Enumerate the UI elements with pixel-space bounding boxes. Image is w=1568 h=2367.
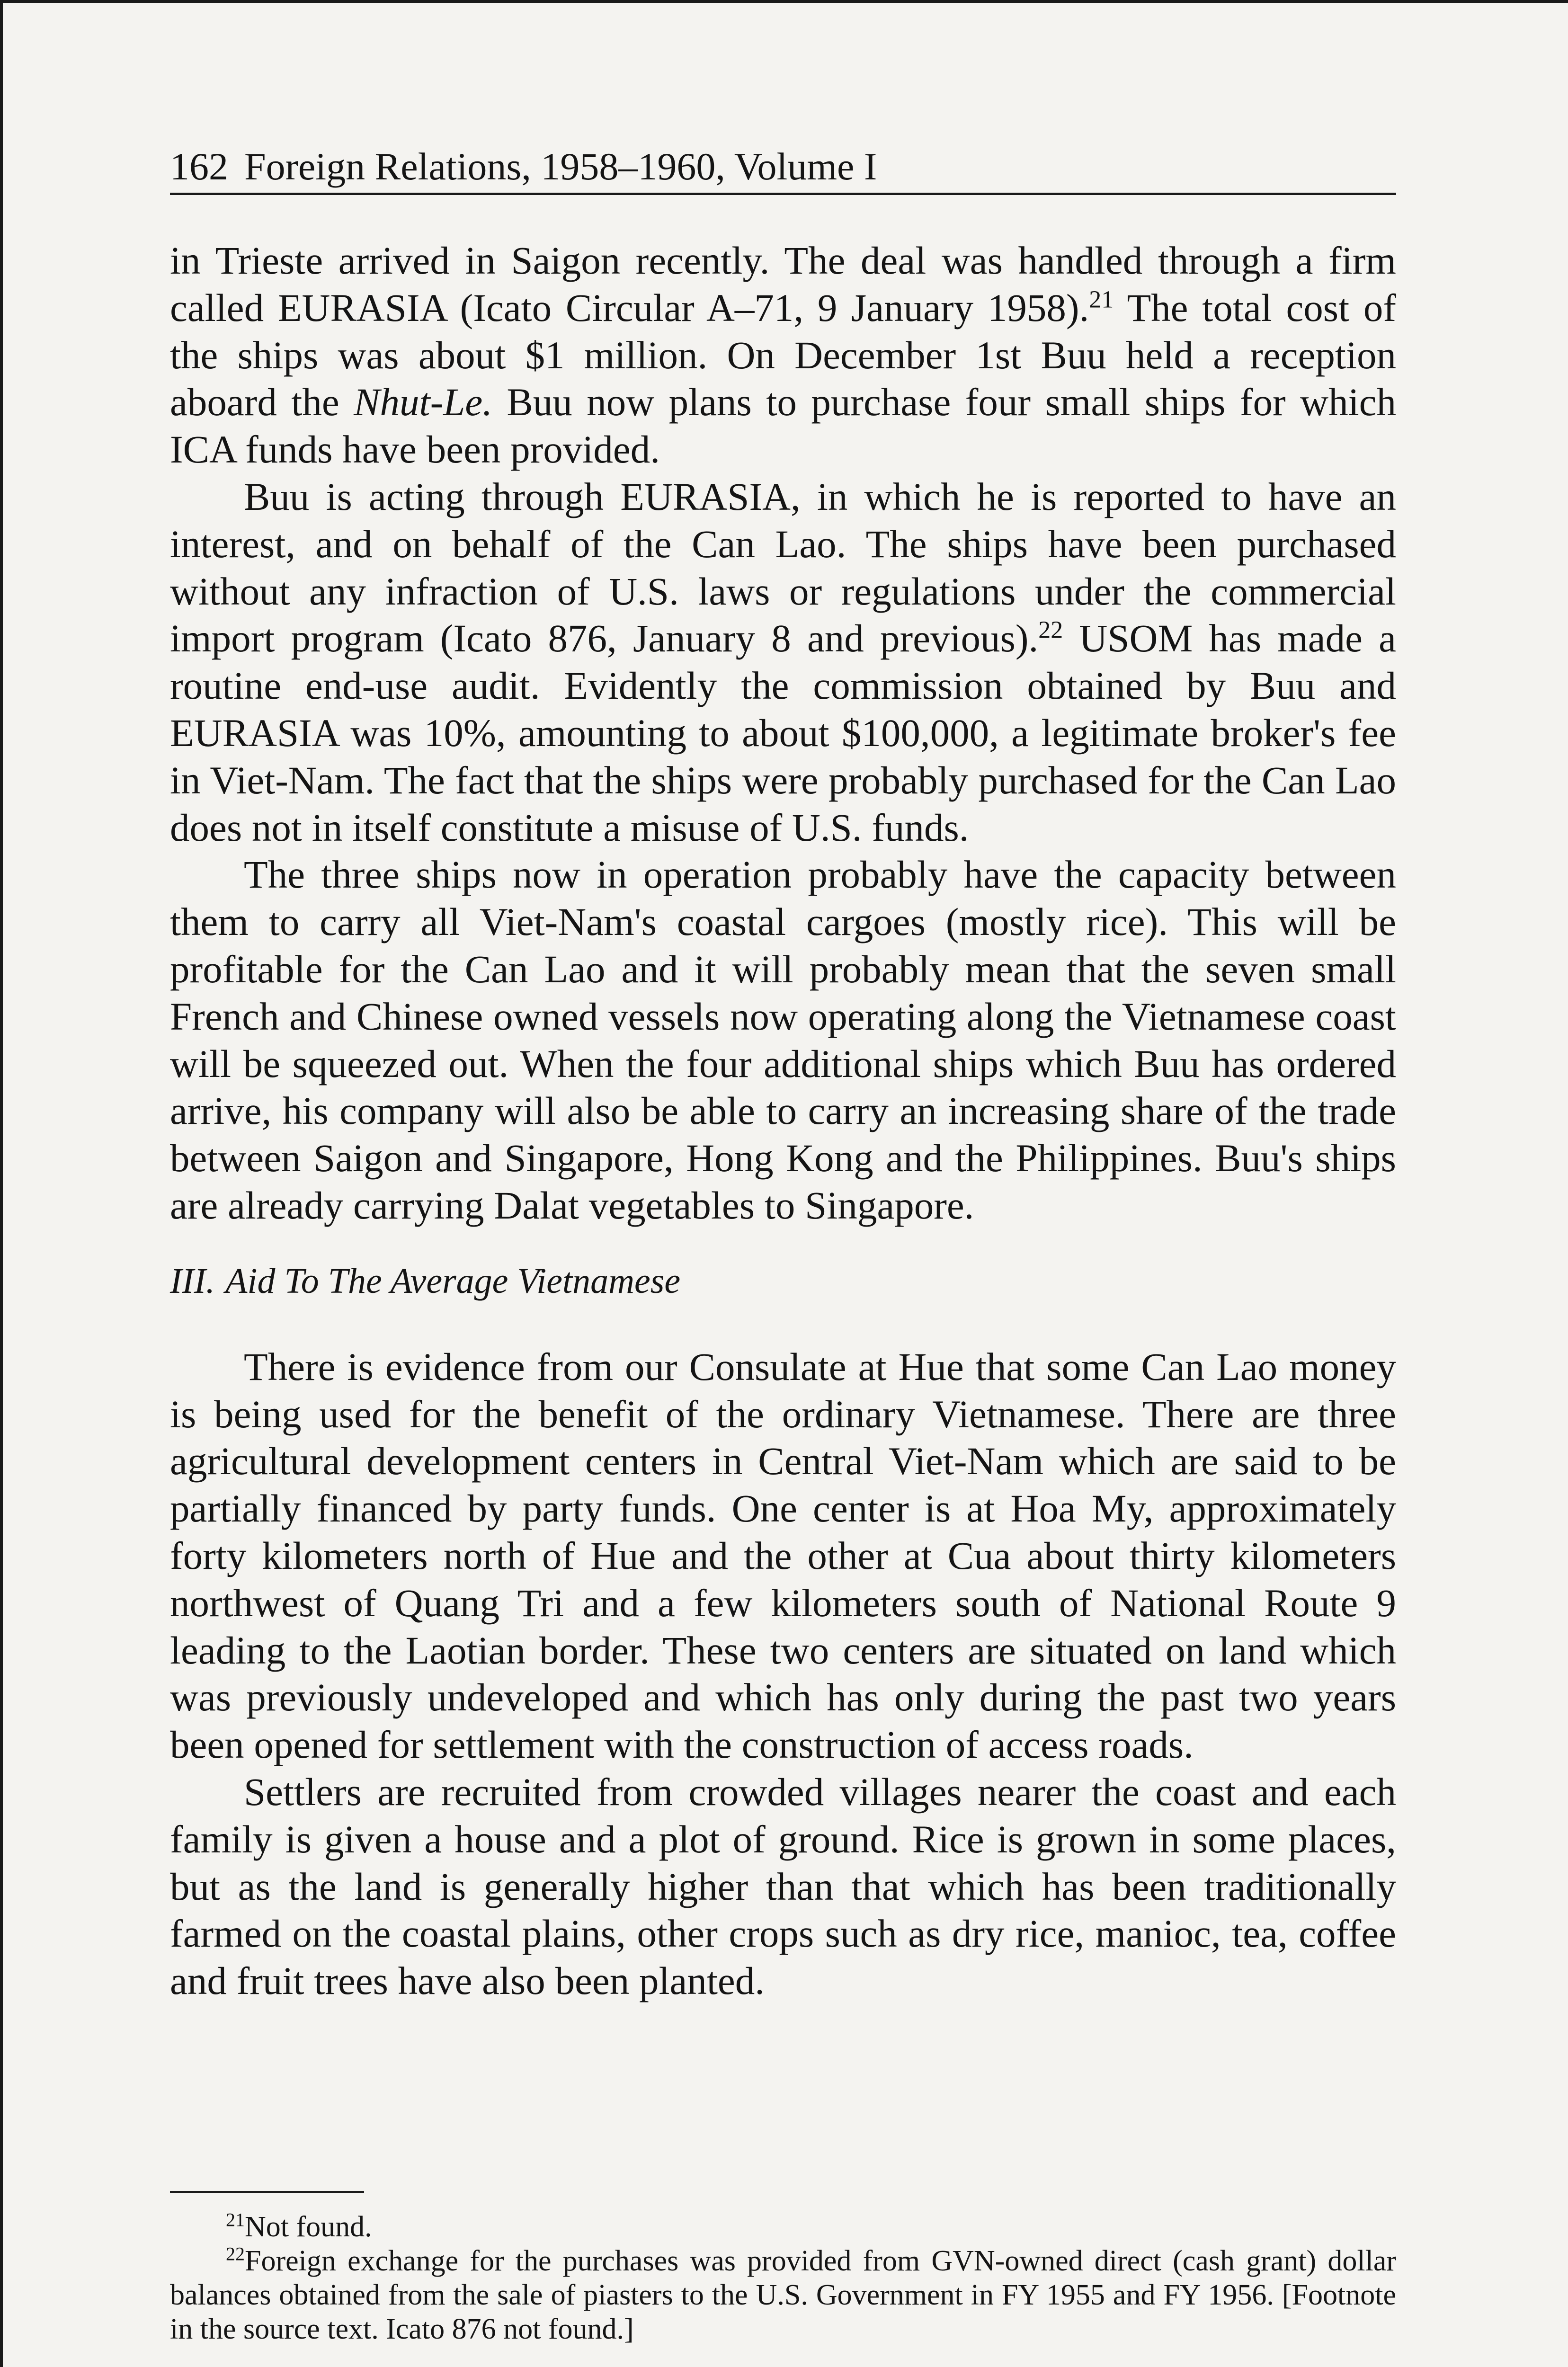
paragraph-ships-deal: in Trieste arrived in Saigon recently. The deal was handled through a firm called EURASIA (Icato Circular A–71, 9 January 1958).$^{21}$ The total cost of the ships was about $1 million. On December 1st Buu held a reception aboard the Nhut-Le. Buu now plans to purchase four small ships for which ICA funds have been provided.: [170, 239, 1397, 472]
paragraph-coastal-cargo: The three ships now in operation probably have the capacity between them to carry all Viet-Nam's coastal cargoes (mostly rice). This will be profitable for the Can Lao and it will probably mean that the seven small French and Chinese owned vessels now operating along the Vietnamese coast will be squeezed out. When the four additional ships which Buu has ordered arrive, his company will also be able to carry an increasing share of the trade between Saigon and Singapore, Hong Kong and the Philippines. Buu's ships are already carrying Dalat vegetables to Singapore.: [170, 853, 1396, 1227]
footnote-21: $^{21}$Not found.: [226, 2209, 372, 2243]
section-title: Aid To The Average Vietnamese: [225, 1261, 681, 1301]
paragraph-settlers: Settlers are recruited from crowded villages nearer the coast and each family is given a house and a plot of ground. Rice is grown in some places, but as the land is generally higher than that which has been traditionally farmed on the coastal plains, other crops such as dry rice, manioc, tea, coffee and fruit trees have also been planted.: [170, 1770, 1396, 2003]
footnote-ref-22: 22: [1038, 616, 1063, 644]
volume-title: Foreign Relations, 1958–1960, Volume I: [244, 145, 877, 188]
footnotes: [170, 2210, 1396, 2346]
running-header: [170, 138, 1396, 195]
section-number: III.: [170, 1261, 215, 1301]
paragraph-eurasia: Buu is acting through EURASIA, in which he is reported to have an interest, and on behalf of the Can Lao. The ships have been purchased without any infraction of U.S. laws or regulations under the commercial import program (Icato 876, January 8 and previous).$^{22}$ USOM has made a routine end-use audit. Evidently the commission obtained by Buu and EURASIA was 10%, amounting to about $100,000, a legitimate broker's fee in Viet-Nam. The fact that the ships were probably purchased for the Can Lao does not in itself constitute a misuse of U.S. funds.: [170, 474, 1396, 849]
footnote-22: $^{22}$Foreign exchange for the purchases was provided from GVN-owned direct (cash grant) dollar balances obtained from the sale of piasters to the U.S. Government in FY 1955 and FY 1956. [Footnote in the source text. Icato 876 not found.]: [170, 2243, 1396, 2345]
page-number: 162: [170, 145, 228, 188]
footnote-ref-21: 21: [1089, 286, 1114, 313]
main-text: [170, 237, 1396, 2005]
footnote-divider: [170, 2191, 364, 2193]
ship-name: Nhut-Le.: [354, 380, 492, 424]
section-heading: [170, 1258, 1396, 1305]
paragraph-consulate-hue: There is evidence from our Consulate at Hue that some Can Lao money is being used for the benefit of the ordinary Vietnamese. There are three agricultural development centers in Central Viet-Nam which are said to be partially financed by party funds. One center is at Hoa My, approximately forty kilometers north of Hue and the other at Cua about thirty kilometers northwest of Quang Tri and a few kilometers south of National Route 9 leading to the Laotian border. These two centers are situated on land which was previously undeveloped and which has only during the past two years been opened for settlement with the construction of access roads.: [170, 1344, 1396, 1767]
